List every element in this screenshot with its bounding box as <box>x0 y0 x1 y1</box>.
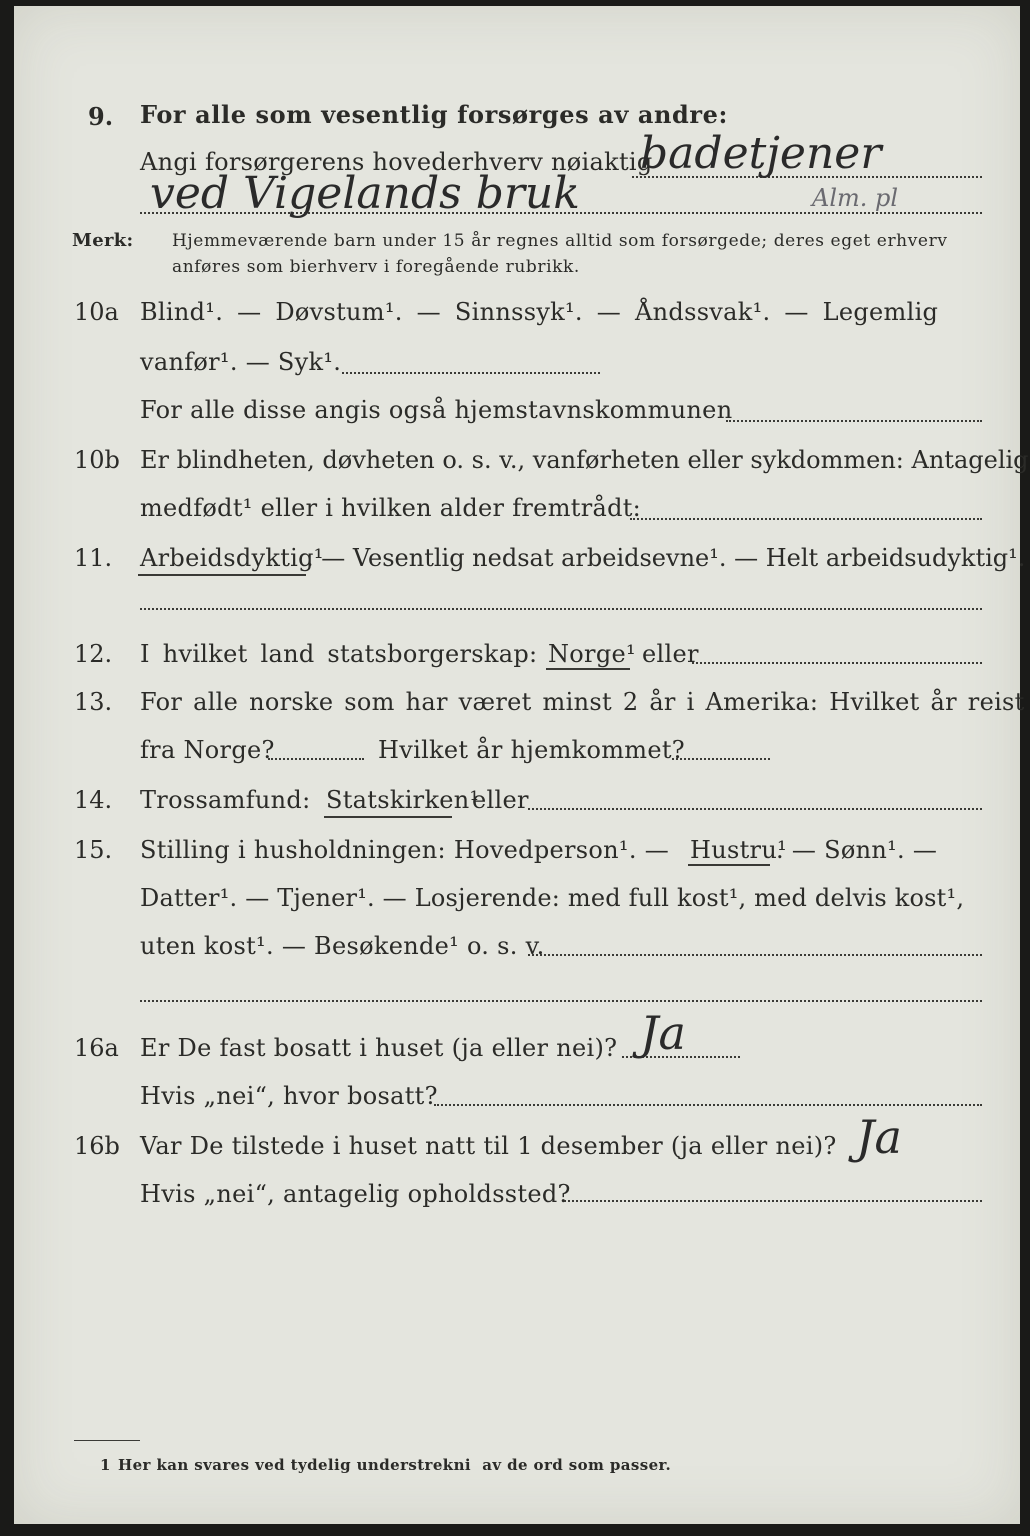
q10a-line3: For alle disse angis også hjemstavnskommunen <box>140 396 733 424</box>
q15-line2: Datter¹. — Tjener¹. — Losjerende: med full kost¹, med delvis kost¹, <box>140 884 965 912</box>
q10b-line1: Er blindheten, døvheten o. s. v., vanførheten eller sykdommen: Antagelig <box>140 446 1029 474</box>
q16a-number: 16a <box>74 1034 119 1062</box>
q11-arbeidsdyktig: Arbeidsdyktig¹ <box>140 544 324 572</box>
q16b-line1: Var De tilstede i huset natt til 1 desember (ja eller nei)? <box>140 1132 837 1160</box>
q16b-handwritten-answer: Ja <box>856 1110 902 1164</box>
q16a-bosatt-line <box>434 1104 982 1106</box>
q14-label: Trossamfund: <box>140 786 311 814</box>
merk-line2: anføres som bierhverv i foregående rubrikk. <box>172 257 580 277</box>
q15-number: 15. <box>74 836 113 864</box>
q10b-answer-line <box>630 518 982 520</box>
q13-line2b: Hvilket år hjemkommet? <box>378 736 685 764</box>
q9-pencil-note: Alm. pl <box>812 184 899 212</box>
q16a-line1: Er De fast bosatt i huset (ja eller nei)? <box>140 1034 618 1062</box>
q12-question: I hvilket land statsborgerskap: <box>140 640 538 668</box>
q12-answer-line <box>692 662 982 664</box>
q10a-kommune-line <box>726 420 982 422</box>
q15-answer-line1 <box>528 954 982 956</box>
q10a-number: 10a <box>74 298 119 326</box>
footnote-mark: 1 <box>100 1456 111 1474</box>
q10a-syk-line <box>342 372 600 374</box>
footnote-rule <box>74 1440 140 1441</box>
q13-line2a: fra Norge? <box>140 736 275 764</box>
q16b-line2: Hvis „nei“, antagelig opholdssted? <box>140 1180 571 1208</box>
q16a-handwritten-answer: Ja <box>640 1006 686 1060</box>
q14-answer-line <box>528 808 982 810</box>
q13-number: 13. <box>74 688 113 716</box>
merk-line1: Hjemmeværende barn under 15 år regnes alltid som forsørgede; deres eget erhverv <box>172 231 948 251</box>
q13-reist-line <box>268 758 364 760</box>
q12-eller: eller <box>642 640 699 668</box>
q15-hustru: Hustru¹ <box>690 836 787 864</box>
q12-underline <box>546 668 630 670</box>
q14-statskirken: Statskirken¹ <box>326 786 480 814</box>
q11-underline <box>138 574 306 576</box>
q10a-line1: Blind¹. — Døvstum¹. — Sinnssyk¹. — Åndssvak¹. — Legemlig <box>140 298 939 326</box>
q13-line1: For alle norske som har været minst 2 år i Amerika: Hvilket år reist <box>140 688 1025 716</box>
q9-handwritten-occupation: badetjener <box>640 128 882 179</box>
q12-number: 12. <box>74 640 113 668</box>
q16b-number: 16b <box>74 1132 120 1160</box>
q15-line3: uten kost¹. — Besøkende¹ o. s. v. <box>140 932 545 960</box>
q12-norge: Norge¹ <box>548 640 636 668</box>
q15-answer-line2 <box>140 1000 982 1002</box>
q11-number: 11. <box>74 544 113 572</box>
q9-number: 9. <box>88 102 114 131</box>
q10b-number: 10b <box>74 446 120 474</box>
q11-answer-line <box>140 608 982 610</box>
q11-line1-rest: . — Vesentlig nedsat arbeidsevne¹. — Helt arbeidsudyktig¹. <box>306 544 1026 572</box>
q10a-line2: vanfør¹. — Syk¹. <box>140 348 342 376</box>
q14-eller: eller <box>472 786 529 814</box>
q15-line1a: Stilling i husholdningen: Hovedperson¹. — <box>140 836 669 864</box>
footnote-text: Her kan svares ved tydelig understrekni av de ord som passer. <box>118 1456 672 1474</box>
q13-hjemkommet-line <box>672 758 770 760</box>
q16b-answer-line <box>564 1200 982 1202</box>
merk-label: Merk: <box>72 230 134 251</box>
q10b-line2: medfødt¹ eller i hvilken alder fremtrådt: <box>140 494 642 522</box>
q15-underline <box>688 864 770 866</box>
q9-line1: For alle som vesentlig forsørges av andre: <box>140 100 728 129</box>
q14-underline <box>324 816 452 818</box>
q9-line2: Angi forsørgerens hovederhverv nøiaktig <box>140 148 653 176</box>
q14-number: 14. <box>74 786 113 814</box>
q9-handwritten-workplace: ved Vigelands bruk <box>150 168 580 219</box>
q16a-line2: Hvis „nei“, hvor bosatt? <box>140 1082 438 1110</box>
q15-line1c: . — Sønn¹. — <box>776 836 938 864</box>
